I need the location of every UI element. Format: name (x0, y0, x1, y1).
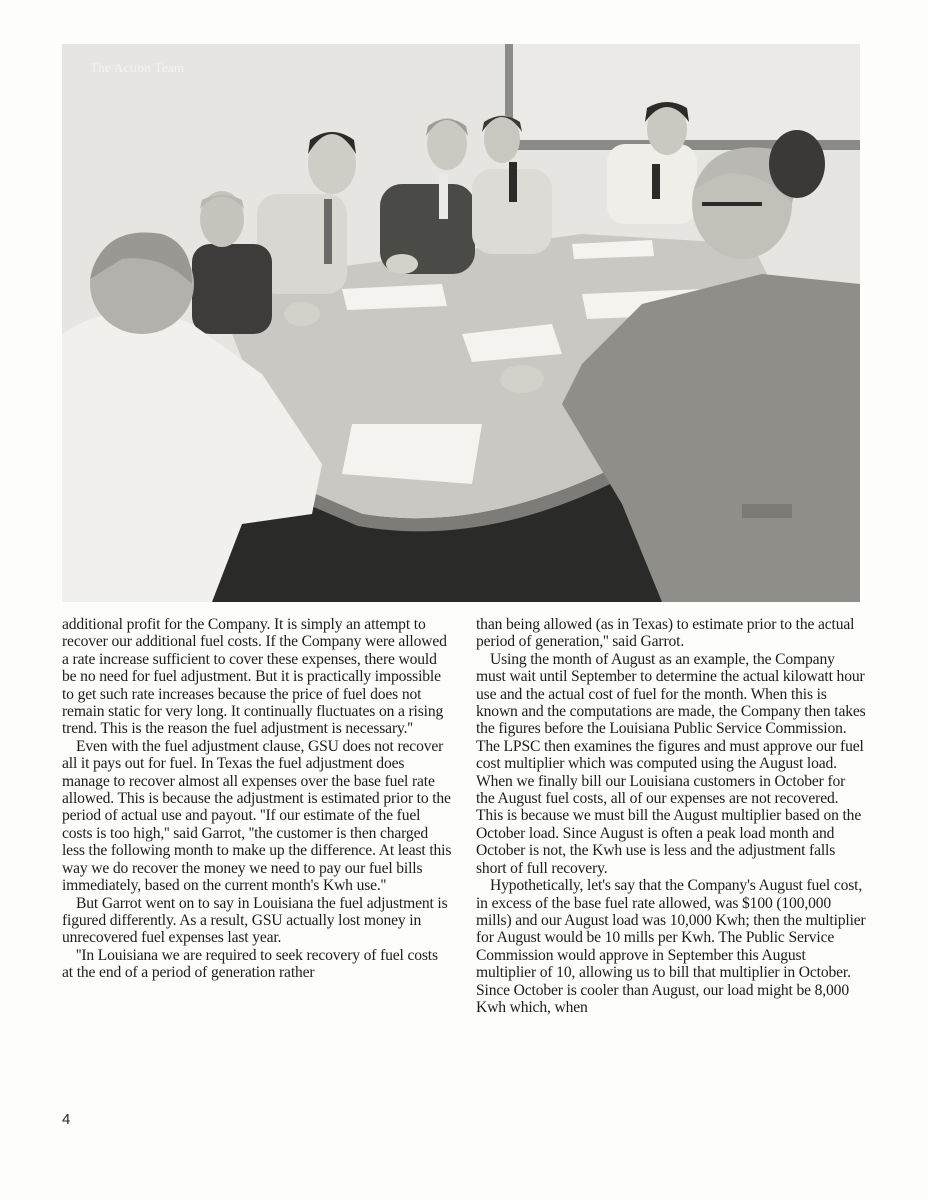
paragraph: Hypothetically, let's say that the Company's August fuel cost, in excess of the base fuel rate allowed, was $100 (100,000 mills) and our August load was 10,000 Kwh; then the multiplier for August would be 10 mills per Kwh. The Public Service Commission would approve in September this August multiplier of 10, allowing us to bill that multiplier in October. Since October is cooler than August, our load might be 8,000 Kwh which, when (476, 877, 866, 1016)
meeting-photograph (62, 44, 860, 602)
photo-overlay-caption: The Action Team (90, 60, 185, 75)
paragraph: additional profit for the Company. It is simply an attempt to recover our additional fuel costs. If the Company were allowed a rate increase sufficient to cover these expenses, there would be no need for fuel adjustment. But it is practically impossible to get such rate increases because the price of fuel does not remain static for very long. It continually fluctuates on a rising trend. This is the reason the fuel adjustment is necessary.'' (62, 616, 447, 738)
photo-illustration (62, 44, 860, 602)
paragraph: Using the month of August as an example, the Company must wait until September to determine the actual kilowatt hour use and the actual cost of fuel for the month. When this is known and the computations are made, the Company then takes the figures before the Louisiana Public Service Commission. The LPSC then examines the figures and must approve our fuel cost multiplier which was computed using the August load. When we finally bill our Louisiana customers in October for the August fuel costs, all of our expenses are not recovered. This is because we must bill the August multiplier based on the October load. Since August is often a peak load month and October is not, the Kwh use is less and the adjustment falls short of full recovery. (476, 650, 866, 877)
page-number: 4 (62, 1111, 71, 1128)
paragraph: Even with the fuel adjustment clause, GSU does not recover all it pays out for fuel. In Texas the fuel adjustment does manage to recover almost all expenses over the base fuel rate allowed. This is because the adjustment is estimated prior to the period of actual use and payout. ''If our estimate of the fuel costs is too high,'' said Garrot, ''the customer is then charged less the following month to make up the difference. At least this way we do recover the money we need to pay our fuel bills immediately, based on the current month's Kwh use.'' (62, 737, 452, 895)
article-column-right (476, 616, 866, 1016)
paragraph: than being allowed (as in Texas) to estimate prior to the actual period of generation,'' said Garrot. (476, 616, 855, 651)
article-column-left (62, 616, 452, 982)
paragraph: But Garrot went on to say in Louisiana the fuel adjustment is figured differently. As a result, GSU actually lost money in unrecovered fuel expenses last year. (62, 894, 448, 947)
paragraph: ''In Louisiana we are required to seek recovery of fuel costs at the end of a period of generation rather (62, 946, 438, 982)
